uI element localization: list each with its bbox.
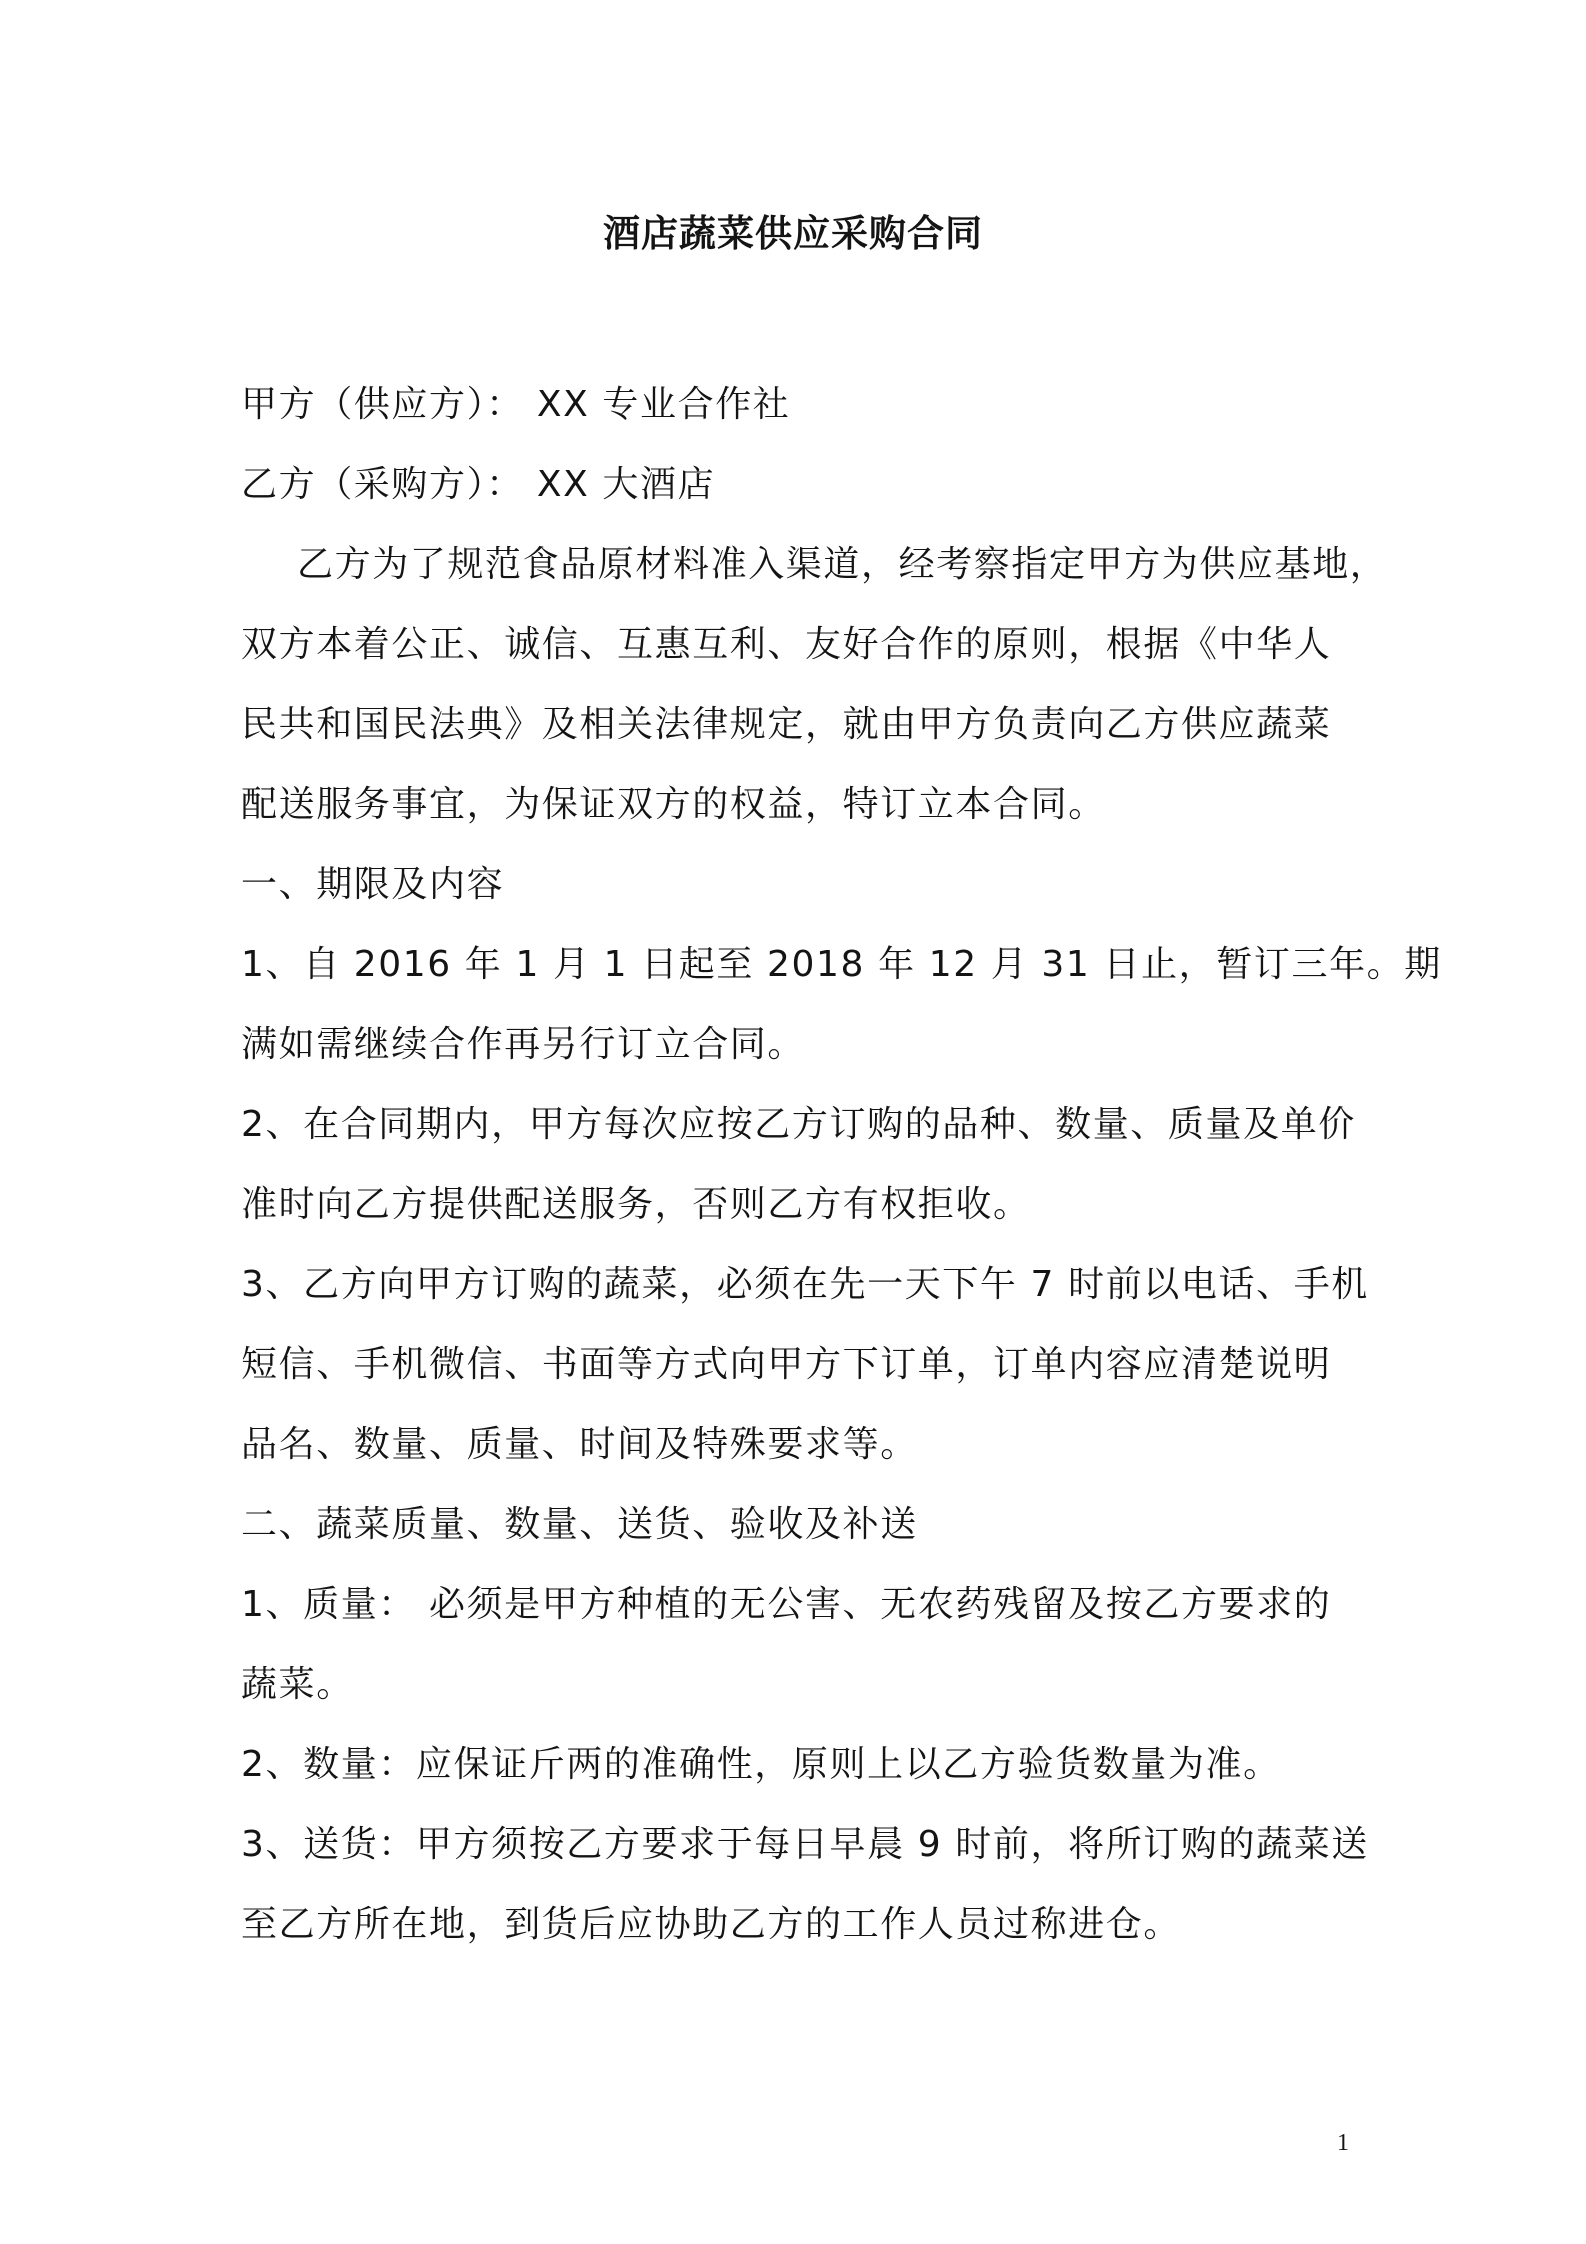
section-1-line-2: 满如需继续合作再另行订立合同。 (241, 1024, 806, 1065)
section-1-line-6: 短信、手机微信、书面等方式向甲方下订单，订单内容应清楚说明 (241, 1344, 1332, 1385)
section-1-heading: 一、期限及内容 (241, 864, 505, 905)
page-number: 1 (1337, 2130, 1349, 2156)
section-1-line-7: 品名、数量、质量、时间及特殊要求等。 (241, 1424, 918, 1465)
section-2-line-1: 1、质量： 必须是甲方种植的无公害、无农药残留及按乙方要求的 (241, 1584, 1332, 1625)
document-title: 酒店蔬菜供应采购合同 (603, 212, 983, 255)
section-2-line-2: 蔬菜。 (241, 1664, 354, 1705)
section-2-heading: 二、蔬菜质量、数量、送货、验收及补送 (241, 1504, 918, 1545)
section-1-line-1: 1、自 2016 年 1 月 1 日起至 2018 年 12 月 31 日止，暂订三年。期 (241, 944, 1442, 985)
section-2-line-5: 至乙方所在地，到货后应协助乙方的工作人员过称进仓。 (241, 1904, 1182, 1945)
section-1-line-3: 2、在合同期内，甲方每次应按乙方订购的品种、数量、质量及单价 (241, 1104, 1356, 1145)
section-2-line-3: 2、数量：应保证斤两的准确性，原则上以乙方验货数量为准。 (241, 1744, 1281, 1785)
party-a-line: 甲方（供应方）： XX 专业合作社 (241, 384, 791, 425)
intro-line-2: 双方本着公正、诚信、互惠互利、友好合作的原则，根据《中华人 (241, 624, 1332, 665)
section-1-line-5: 3、乙方向甲方订购的蔬菜，必须在先一天下午 7 时前以电话、手机 (241, 1264, 1369, 1305)
intro-line-3: 民共和国民法典》及相关法律规定，就由甲方负责向乙方供应蔬菜 (241, 704, 1332, 745)
intro-line-1: 乙方为了规范食品原材料准入渠道，经考察指定甲方为供应基地， (297, 544, 1388, 585)
party-b-line: 乙方（采购方）： XX 大酒店 (241, 464, 716, 505)
section-2-line-4: 3、送货：甲方须按乙方要求于每日早晨 9 时前，将所订购的蔬菜送 (241, 1824, 1369, 1865)
section-1-line-4: 准时向乙方提供配送服务，否则乙方有权拒收。 (241, 1184, 1031, 1225)
intro-line-4: 配送服务事宜，为保证双方的权益，特订立本合同。 (241, 784, 1106, 825)
